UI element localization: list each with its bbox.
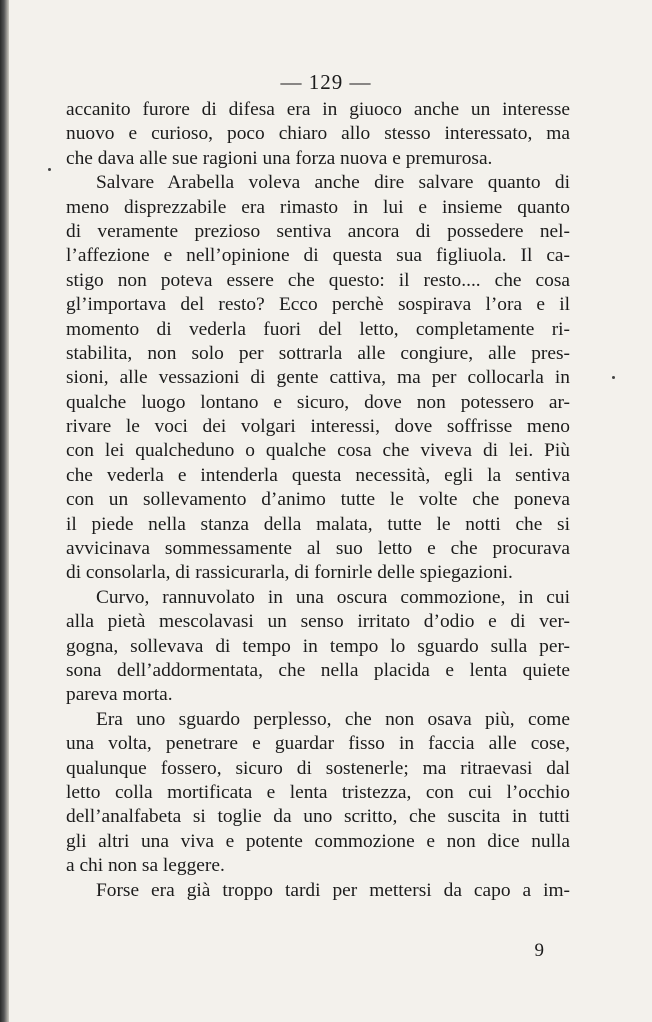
text-line: sona dell’addormentata, che nella placida e lenta quiete [66,659,570,681]
text-line: con lei qualcheduno o qualche cosa che viveva di lei. Più [66,440,570,462]
text-line: il piede nella stanza della malata, tutte le notti che si [66,513,570,535]
text-line: accanito furore di difesa era in giuoco anche un interesse [66,99,570,120]
text-line: che dava alle sue ragioni una forza nuova e premurosa. [66,147,493,169]
text-line: qualunque fossero, sicuro di sostenerle; ma ritraevasi dal [66,757,570,779]
text-line: pareva morta. [66,684,173,706]
text-line: sioni, alle vessazioni di gente cattiva, ma per collocarla in [66,367,570,389]
text-line: che vederla e intenderla questa necessità, egli la sentiva [66,464,570,486]
text-line: stabilita, non solo per sottrarla alle congiure, alle pres- [66,342,570,364]
text-line: Curvo, rannuvolato in una oscura commozione, in cui [96,586,570,608]
text-line: una volta, penetrare e guardar fisso in faccia alle cose, [66,733,570,755]
text-line: stigo non poteva essere che questo: il resto.... che cosa [66,269,570,291]
text-line: con un sollevamento d’animo tutte le volte che poneva [66,489,570,511]
text-line: qualche luogo lontano e sicuro, dove non potessero ar- [66,391,570,413]
text-line: gli altri una viva e potente commozione e non dice nulla [66,830,570,852]
page-number-header: — 129 — [280,70,372,94]
ink-speck [612,376,615,379]
ink-speck [48,168,51,171]
text-line: Forse era già troppo tardi per mettersi da capo a im- [96,879,570,901]
text-line: Salvare Arabella voleva anche dire salvare quanto di [96,172,570,194]
text-line: gogna, sollevava di tempo in tempo lo sguardo sulla per- [66,635,570,657]
text-line: rivare le voci dei volgari interessi, dove soffrisse meno [66,416,570,438]
body-text [66,98,570,903]
text-line: di consolarla, di rassicurarla, di fornirle delle spiegazioni. [66,562,513,584]
text-line: Era uno sguardo perplesso, che non osava più, come [96,708,570,730]
text-line: avvicinava sommessamente al suo letto e che procurava [66,538,570,560]
text-line: letto colla mortificata e lenta tristezza, con cui l’occhio [66,781,570,803]
text-line: a chi non sa leggere. [66,855,225,877]
text-line: momento di vederla fuori del letto, completamente ri- [66,318,570,340]
text-line: l’affezione e nell’opinione di questa sua figliuola. Il ca- [66,245,570,267]
text-line: nuovo e curioso, poco chiaro allo stesso interessato, ma [66,123,570,145]
text-line: dell’analfabeta si toglie da uno scritto, che suscita in tutti [66,806,570,828]
text-line: alla pietà mescolavasi un senso irritato d’odio e di ver- [66,611,570,633]
text-line: gl’importava del resto? Ecco perchè sospirava l’ora e il [66,294,570,316]
text-line: di veramente prezioso sentiva ancora di possedere nel- [66,220,570,242]
text-line: meno disprezzabile era rimasto in lui e insieme quanto [66,196,570,218]
signature-mark: 9 [534,940,544,961]
